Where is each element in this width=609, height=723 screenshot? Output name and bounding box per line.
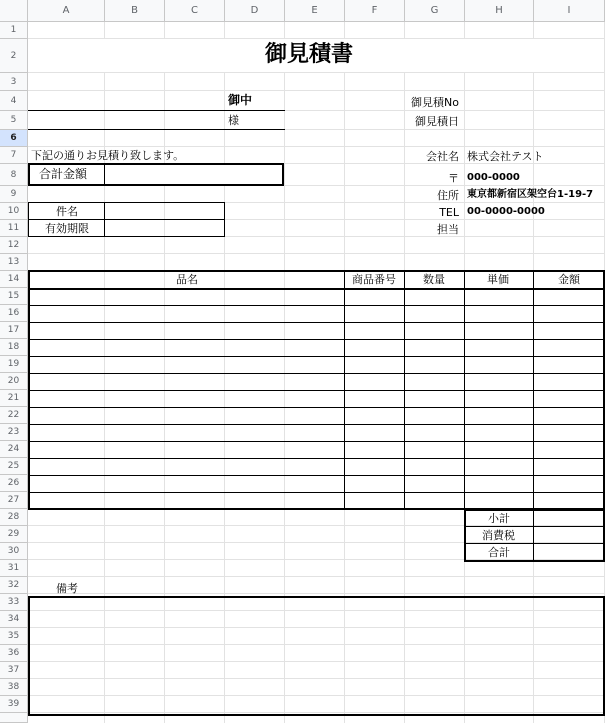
row-header-15[interactable]: 15 bbox=[0, 288, 28, 305]
column-header-f[interactable]: F bbox=[345, 0, 405, 22]
column-header-c[interactable]: C bbox=[165, 0, 225, 22]
notes-label: 備考 bbox=[56, 582, 78, 595]
gridline bbox=[28, 90, 605, 91]
validity-label: 有効期限 bbox=[45, 222, 89, 235]
item-row-line bbox=[28, 390, 605, 391]
company-label: 会社名 bbox=[426, 150, 459, 163]
row-header-19[interactable]: 19 bbox=[0, 356, 28, 373]
header-item-name: 品名 bbox=[176, 273, 198, 286]
row-header-18[interactable]: 18 bbox=[0, 339, 28, 356]
recipient-underline-2 bbox=[28, 129, 285, 130]
row-header-40 bbox=[0, 713, 28, 723]
item-table-header-line bbox=[28, 288, 605, 290]
postal-label: 〒 bbox=[448, 172, 459, 185]
estimate-no-label: 御見積No bbox=[411, 96, 459, 109]
row-header-22[interactable]: 22 bbox=[0, 407, 28, 424]
row-header-12[interactable]: 12 bbox=[0, 237, 28, 254]
item-row-line bbox=[28, 441, 605, 442]
header-unit-price: 単価 bbox=[487, 273, 509, 286]
row-header-39[interactable]: 39 bbox=[0, 696, 28, 713]
subject-divider-h bbox=[28, 219, 225, 220]
row-header-24[interactable]: 24 bbox=[0, 441, 28, 458]
header-qty: 数量 bbox=[423, 273, 445, 286]
column-header-d[interactable]: D bbox=[225, 0, 285, 22]
row-header-30[interactable]: 30 bbox=[0, 543, 28, 560]
address-label: 住所 bbox=[437, 189, 459, 202]
recipient-honorific: 御中 bbox=[228, 93, 253, 107]
grand-total-label: 合計 bbox=[488, 546, 510, 559]
row-header-4[interactable]: 4 bbox=[0, 91, 28, 111]
column-header-i[interactable]: I bbox=[534, 0, 605, 22]
row-header-2[interactable]: 2 bbox=[0, 39, 28, 73]
notes-box[interactable] bbox=[28, 596, 605, 716]
row-header-9[interactable]: 9 bbox=[0, 186, 28, 203]
totals-divider-v bbox=[533, 509, 534, 562]
select-all-corner[interactable] bbox=[0, 0, 28, 22]
row-header-26[interactable]: 26 bbox=[0, 475, 28, 492]
column-header-b[interactable]: B bbox=[105, 0, 165, 22]
item-row-line bbox=[28, 373, 605, 374]
column-header-a[interactable]: A bbox=[28, 0, 105, 22]
row-header-28[interactable]: 28 bbox=[0, 509, 28, 526]
subtotal-label: 小計 bbox=[488, 512, 510, 525]
gridline bbox=[28, 576, 605, 577]
row-header-8[interactable]: 8 bbox=[0, 164, 28, 186]
row-header-21[interactable]: 21 bbox=[0, 390, 28, 407]
tel-value: 00-0000-0000 bbox=[467, 206, 545, 217]
item-row-line bbox=[28, 424, 605, 425]
row-header-37[interactable]: 37 bbox=[0, 662, 28, 679]
header-amount: 金額 bbox=[558, 273, 580, 286]
total-amount-label: 合計金額 bbox=[39, 167, 88, 181]
item-row-line bbox=[28, 492, 605, 493]
row-header-5[interactable]: 5 bbox=[0, 111, 28, 130]
subject-divider-v bbox=[104, 202, 105, 237]
row-header-11[interactable]: 11 bbox=[0, 220, 28, 237]
row-header-3[interactable]: 3 bbox=[0, 73, 28, 91]
tel-label: TEL bbox=[439, 206, 459, 219]
row-header-29[interactable]: 29 bbox=[0, 526, 28, 543]
row-header-27[interactable]: 27 bbox=[0, 492, 28, 509]
column-header-e[interactable]: E bbox=[285, 0, 345, 22]
gridline bbox=[28, 72, 605, 73]
row-header-20[interactable]: 20 bbox=[0, 373, 28, 390]
row-header-10[interactable]: 10 bbox=[0, 203, 28, 220]
postal-value: 000-0000 bbox=[467, 172, 520, 183]
row-header-13[interactable]: 13 bbox=[0, 254, 28, 271]
totals-divider-h bbox=[464, 526, 605, 527]
page-title: 御見積書 bbox=[265, 42, 354, 67]
recipient-underline bbox=[28, 110, 285, 111]
intro-text: 下記の通りお見積り致します。 bbox=[31, 149, 185, 162]
row-header-32[interactable]: 32 bbox=[0, 577, 28, 594]
column-header-h[interactable]: H bbox=[465, 0, 534, 22]
row-header-33[interactable]: 33 bbox=[0, 594, 28, 611]
item-row-line bbox=[28, 475, 605, 476]
row-header-23[interactable]: 23 bbox=[0, 424, 28, 441]
column-header-g[interactable]: G bbox=[405, 0, 465, 22]
subject-label: 件名 bbox=[56, 205, 78, 218]
row-header-7[interactable]: 7 bbox=[0, 147, 28, 164]
recipient-sama: 様 bbox=[228, 114, 239, 127]
row-header-35[interactable]: 35 bbox=[0, 628, 28, 645]
estimate-date-label: 御見積日 bbox=[415, 115, 459, 128]
row-header-31[interactable]: 31 bbox=[0, 560, 28, 577]
item-row-line bbox=[28, 356, 605, 357]
header-product-no: 商品番号 bbox=[352, 273, 396, 286]
row-header-34[interactable]: 34 bbox=[0, 611, 28, 628]
item-row-line bbox=[28, 407, 605, 408]
item-row-line bbox=[28, 458, 605, 459]
row-header-6[interactable]: 6 bbox=[0, 130, 28, 147]
row-header-38[interactable]: 38 bbox=[0, 679, 28, 696]
row-header-36[interactable]: 36 bbox=[0, 645, 28, 662]
row-header-1[interactable]: 1 bbox=[0, 22, 28, 39]
gridline bbox=[28, 593, 605, 594]
tax-label: 消費税 bbox=[482, 529, 515, 542]
totals-divider-h bbox=[464, 543, 605, 544]
item-row-line bbox=[28, 322, 605, 323]
gridline bbox=[28, 146, 605, 147]
row-header-16[interactable]: 16 bbox=[0, 305, 28, 322]
item-row-line bbox=[28, 339, 605, 340]
row-header-25[interactable]: 25 bbox=[0, 458, 28, 475]
address-value: 東京都新宿区架空台1-19-7 bbox=[467, 189, 594, 200]
row-header-17[interactable]: 17 bbox=[0, 322, 28, 339]
company-value: 株式会社テスト bbox=[467, 150, 544, 163]
row-header-14[interactable]: 14 bbox=[0, 271, 28, 288]
total-amount-divider bbox=[104, 163, 105, 186]
item-row-line bbox=[28, 305, 605, 306]
person-label: 担当 bbox=[437, 223, 459, 236]
gridline bbox=[28, 253, 605, 254]
